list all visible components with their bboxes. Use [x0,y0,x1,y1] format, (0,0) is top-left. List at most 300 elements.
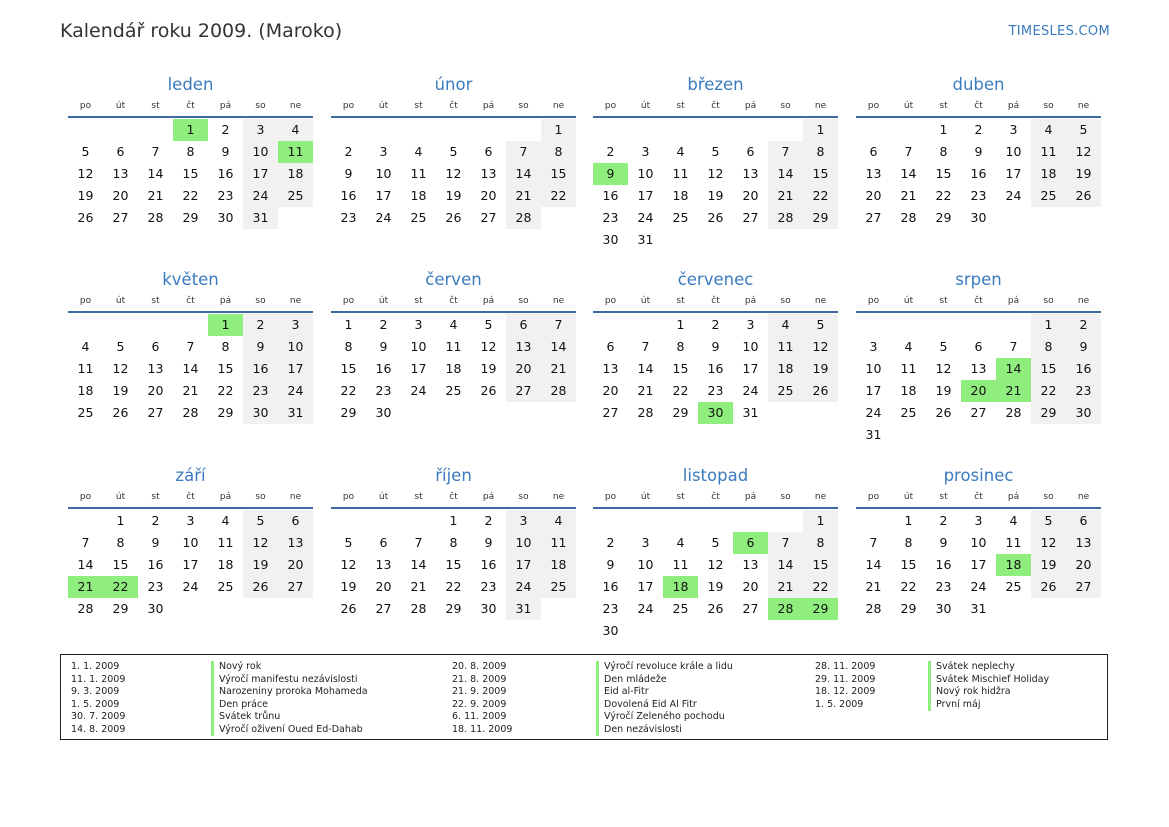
day-cell: 14 [182,361,199,376]
empty-cell [856,510,891,532]
weekday-label: út [640,296,651,306]
day-cell: 21 [147,188,164,203]
legend-date: 28. 11. 2009 [815,661,876,672]
weekday-label: po [604,492,617,502]
day-cell: 3 [641,144,650,159]
weekday-label: so [518,101,529,111]
holiday-day: 14 [996,358,1031,380]
holiday-day: 20 [961,380,996,402]
day-grid [856,119,1101,229]
day-cell: 19 [707,579,724,594]
legend-holiday-name: Eid al-Fitr [604,686,649,697]
weekday-label: út [115,492,126,502]
empty-cell [733,510,768,532]
day-cell: 27 [742,601,759,616]
legend-date: 18. 11. 2009 [452,723,513,735]
day-cell: 22 [541,185,576,207]
day-cell: 24 [182,579,199,594]
day-grid [856,314,1101,446]
day-cell: 23 [602,210,619,225]
day-cell: 11 [672,166,689,181]
day-cell: 26 [803,380,838,402]
weekday-label: so [255,296,266,306]
day-cell: 4 [449,317,458,332]
holiday-day: 18 [996,554,1031,576]
day-cell: 21 [768,576,803,598]
day-cell: 23 [375,383,392,398]
day-cell: 26 [77,210,94,225]
day-cell: 5 [449,144,458,159]
header-rule [68,116,313,118]
weekday-label: út [115,296,126,306]
day-cell: 3 [974,513,983,528]
day-cell: 20 [1066,554,1101,576]
day-cell: 25 [278,185,313,207]
day-cell: 9 [974,144,983,159]
day-cell: 23 [707,383,724,398]
weekday-label: út [903,492,914,502]
day-cell: 7 [869,535,878,550]
day-cell: 14 [900,166,917,181]
day-cell: 19 [243,554,278,576]
day-cell: 22 [803,576,838,598]
day-cell: 13 [278,532,313,554]
month-1 [68,74,313,229]
day-cell: 3 [869,339,878,354]
weekday-label: st [151,101,160,111]
day-cell: 15 [672,361,689,376]
day-cell: 15 [340,361,357,376]
month-name: květen [162,270,219,289]
legend-date: 18. 12. 2009 [815,686,876,697]
weekday-label: so [1043,101,1054,111]
day-cell: 4 [1031,119,1066,141]
day-cell: 6 [278,510,313,532]
empty-cell [173,314,208,336]
day-grid [68,314,313,424]
day-cell: 15 [445,557,462,572]
legend-holiday-name: Svátek trůnu [219,711,281,722]
day-cell: 27 [970,405,987,420]
header-rule [331,116,576,118]
day-grid [856,510,1101,620]
day-cell: 4 [81,339,90,354]
day-cell: 30 [602,232,619,247]
day-cell: 8 [221,339,230,354]
legend-holiday-name: Výročí Zeleného pochodu [604,711,725,722]
weekday-label: čt [711,101,720,111]
day-cell: 11 [77,361,94,376]
legend-names-col [928,661,1049,711]
empty-cell [68,119,103,141]
legend-holiday-name: Dovolená Eid Al Fitr [604,698,697,710]
day-cell: 6 [151,339,160,354]
day-cell: 27 [480,210,497,225]
day-cell: 10 [243,141,278,163]
day-cell: 1 [939,122,948,137]
holiday-day: 9 [593,163,628,185]
day-cell: 13 [112,166,129,181]
weekday-label: čt [449,492,458,502]
weekday-label: pá [482,296,495,306]
holiday-legend [60,654,1108,740]
day-cell: 25 [1031,185,1066,207]
day-cell: 1 [116,513,125,528]
day-cell: 5 [711,144,720,159]
empty-cell [593,314,628,336]
empty-cell [436,119,471,141]
empty-cell [733,119,768,141]
header-rule [856,311,1101,313]
weekday-header [593,293,838,311]
weekday-label: út [640,101,651,111]
legend-holiday-name: Den práce [219,698,269,710]
weekday-label: po [604,296,617,306]
month-2 [331,74,576,229]
day-cell: 24 [970,579,987,594]
empty-cell [961,314,996,336]
weekday-label: pá [744,101,757,111]
holiday-day: 30 [698,402,733,424]
day-cell: 20 [742,188,759,203]
day-cell: 31 [970,601,987,616]
day-cell: 23 [243,380,278,402]
day-cell: 23 [935,579,952,594]
day-cell: 14 [637,361,654,376]
weekday-label: po [342,296,355,306]
weekday-label: čt [711,492,720,502]
day-cell: 15 [1031,358,1066,380]
empty-cell [506,119,541,141]
weekday-label: čt [974,492,983,502]
day-cell: 13 [742,166,759,181]
day-cell: 26 [112,405,129,420]
day-cell: 28 [77,601,94,616]
legend-date: 1. 5. 2009 [815,698,864,710]
day-cell: 2 [1066,314,1101,336]
day-cell: 19 [340,579,357,594]
day-cell: 7 [81,535,90,550]
weekday-label: so [780,296,791,306]
empty-cell [698,510,733,532]
empty-cell [593,510,628,532]
day-cell: 22 [445,579,462,594]
day-cell: 10 [375,166,392,181]
day-cell: 28 [768,207,803,229]
day-cell: 19 [1066,163,1101,185]
day-cell: 6 [116,144,125,159]
day-cell: 19 [803,358,838,380]
day-cell: 12 [1066,141,1101,163]
legend-holiday-name: Výročí oživení Oued Ed-Dahab [219,723,363,735]
day-cell: 21 [506,185,541,207]
day-cell: 29 [217,405,234,420]
day-cell: 31 [865,427,882,442]
day-cell: 10 [865,361,882,376]
day-cell: 15 [217,361,234,376]
empty-cell [628,314,663,336]
day-cell: 8 [186,144,195,159]
day-cell: 16 [147,557,164,572]
empty-cell [891,119,926,141]
day-cell: 28 [1005,405,1022,420]
day-cell: 11 [217,535,234,550]
day-cell: 27 [147,405,164,420]
weekday-label: ne [552,296,565,306]
day-grid [331,314,576,424]
day-cell: 25 [672,601,689,616]
day-cell: 16 [217,166,234,181]
day-cell: 7 [768,141,803,163]
day-cell: 26 [935,405,952,420]
day-cell: 30 [243,402,278,424]
day-cell: 17 [970,557,987,572]
day-cell: 15 [541,163,576,185]
weekday-label: čt [449,296,458,306]
empty-cell [768,119,803,141]
day-cell: 12 [445,166,462,181]
day-cell: 16 [1066,358,1101,380]
day-cell: 10 [410,339,427,354]
weekday-label: so [780,492,791,502]
day-cell: 23 [217,188,234,203]
weekday-label: čt [974,296,983,306]
legend-holiday-name: Svátek neplechy [936,661,1015,672]
day-cell: 13 [970,361,987,376]
weekday-label: so [255,492,266,502]
weekday-header [331,98,576,116]
header-rule [593,507,838,509]
day-cell: 29 [112,601,129,616]
month-11 [593,465,838,642]
day-cell: 12 [935,361,952,376]
day-cell: 4 [676,535,685,550]
day-cell: 10 [182,535,199,550]
day-cell: 21 [768,185,803,207]
day-cell: 29 [445,601,462,616]
day-cell: 19 [707,188,724,203]
day-cell: 4 [541,510,576,532]
header-rule [593,116,838,118]
day-cell: 28 [865,601,882,616]
weekday-label: pá [219,492,232,502]
weekday-label: ne [289,101,302,111]
day-cell: 5 [484,317,493,332]
empty-cell [593,119,628,141]
day-cell: 7 [904,144,913,159]
weekday-header [331,489,576,507]
day-cell: 3 [278,314,313,336]
day-cell: 14 [506,163,541,185]
holiday-day: 22 [103,576,138,598]
day-cell: 13 [742,557,759,572]
day-cell: 12 [1031,532,1066,554]
weekday-label: so [518,492,529,502]
day-cell: 4 [221,513,230,528]
day-cell: 26 [707,601,724,616]
day-cell: 28 [182,405,199,420]
day-cell: 5 [711,535,720,550]
day-cell: 2 [151,513,160,528]
empty-cell [628,510,663,532]
day-cell: 21 [410,579,427,594]
legend-holiday-name: Nový rok hidžra [936,686,1011,697]
day-cell: 10 [278,336,313,358]
empty-cell [401,119,436,141]
weekday-label: so [1043,296,1054,306]
header-rule [331,507,576,509]
day-cell: 20 [112,188,129,203]
weekday-label: po [79,101,92,111]
holiday-day: 1 [208,314,243,336]
day-cell: 9 [344,166,353,181]
day-cell: 26 [340,601,357,616]
day-cell: 15 [935,166,952,181]
day-cell: 22 [803,185,838,207]
month-name: duben [952,75,1005,94]
day-cell: 1 [676,317,685,332]
day-cell: 11 [900,361,917,376]
empty-cell [856,314,891,336]
legend-holiday-name: Den nezávislosti [604,723,682,735]
weekday-label: pá [482,492,495,502]
empty-cell [663,119,698,141]
weekday-label: čt [974,101,983,111]
day-cell: 25 [900,405,917,420]
day-cell: 17 [506,554,541,576]
day-cell: 17 [243,163,278,185]
day-cell: 5 [803,314,838,336]
weekday-label: po [867,492,880,502]
weekday-label: čt [449,101,458,111]
day-cell: 10 [970,535,987,550]
day-cell: 31 [278,402,313,424]
weekday-label: út [640,492,651,502]
day-cell: 16 [340,188,357,203]
day-cell: 6 [484,144,493,159]
day-cell: 9 [1066,336,1101,358]
weekday-label: po [604,101,617,111]
day-cell: 7 [186,339,195,354]
day-cell: 14 [768,554,803,576]
day-cell: 14 [865,557,882,572]
day-cell: 19 [935,383,952,398]
day-cell: 9 [711,339,720,354]
day-cell: 29 [935,210,952,225]
day-cell: 16 [602,579,619,594]
day-cell: 29 [803,207,838,229]
day-cell: 20 [742,579,759,594]
day-cell: 4 [414,144,423,159]
day-cell: 16 [970,166,987,181]
day-cell: 27 [506,380,541,402]
day-cell: 27 [375,601,392,616]
day-cell: 2 [379,317,388,332]
day-cell: 23 [602,601,619,616]
weekday-header [593,98,838,116]
day-cell: 27 [742,210,759,225]
day-cell: 1 [803,510,838,532]
day-cell: 23 [1066,380,1101,402]
weekday-label: ne [552,101,565,111]
legend-date: 9. 3. 2009 [71,686,120,697]
empty-cell [331,510,366,532]
weekday-label: út [115,101,126,111]
weekday-label: ne [1077,296,1090,306]
day-cell: 30 [602,623,619,638]
day-cell: 19 [1031,554,1066,576]
day-grid [331,119,576,229]
weekday-label: st [676,492,685,502]
day-cell: 28 [147,210,164,225]
day-cell: 5 [81,144,90,159]
day-cell: 14 [768,163,803,185]
day-cell: 22 [182,188,199,203]
brand-link[interactable]: TIMESLES.COM [1008,24,1110,39]
weekday-label: st [939,101,948,111]
day-cell: 7 [151,144,160,159]
day-cell: 8 [1031,336,1066,358]
weekday-label: čt [186,101,195,111]
legend-date: 11. 1. 2009 [71,673,126,685]
empty-cell [471,119,506,141]
day-cell: 18 [768,358,803,380]
day-cell: 15 [803,163,838,185]
empty-cell [926,314,961,336]
day-cell: 9 [939,535,948,550]
weekday-label: čt [186,296,195,306]
weekday-label: po [867,296,880,306]
day-cell: 16 [375,361,392,376]
day-cell: 24 [278,380,313,402]
day-cell: 20 [375,579,392,594]
day-cell: 7 [1009,339,1018,354]
day-cell: 24 [506,576,541,598]
day-cell: 4 [278,119,313,141]
day-cell: 3 [746,317,755,332]
day-cell: 17 [742,361,759,376]
day-cell: 7 [768,532,803,554]
day-cell: 28 [410,601,427,616]
day-cell: 3 [506,510,541,532]
day-cell: 12 [480,339,497,354]
month-name: červenec [677,270,754,289]
weekday-label: po [79,492,92,502]
day-cell: 20 [602,383,619,398]
empty-cell [366,119,401,141]
day-cell: 3 [414,317,423,332]
holiday-day: 18 [663,576,698,598]
weekday-label: út [903,101,914,111]
day-cell: 17 [182,557,199,572]
empty-cell [138,119,173,141]
day-cell: 27 [278,576,313,598]
day-cell: 22 [672,383,689,398]
day-cell: 14 [541,336,576,358]
weekday-label: st [151,492,160,502]
day-cell: 6 [869,144,878,159]
day-cell: 8 [541,141,576,163]
weekday-label: út [378,101,389,111]
month-7 [593,269,838,424]
month-name: březen [687,75,744,94]
day-cell: 20 [278,554,313,576]
legend-dates-col [815,661,875,711]
day-cell: 2 [344,144,353,159]
legend-date: 1. 5. 2009 [71,698,120,710]
weekday-label: út [378,296,389,306]
day-cell: 18 [278,163,313,185]
